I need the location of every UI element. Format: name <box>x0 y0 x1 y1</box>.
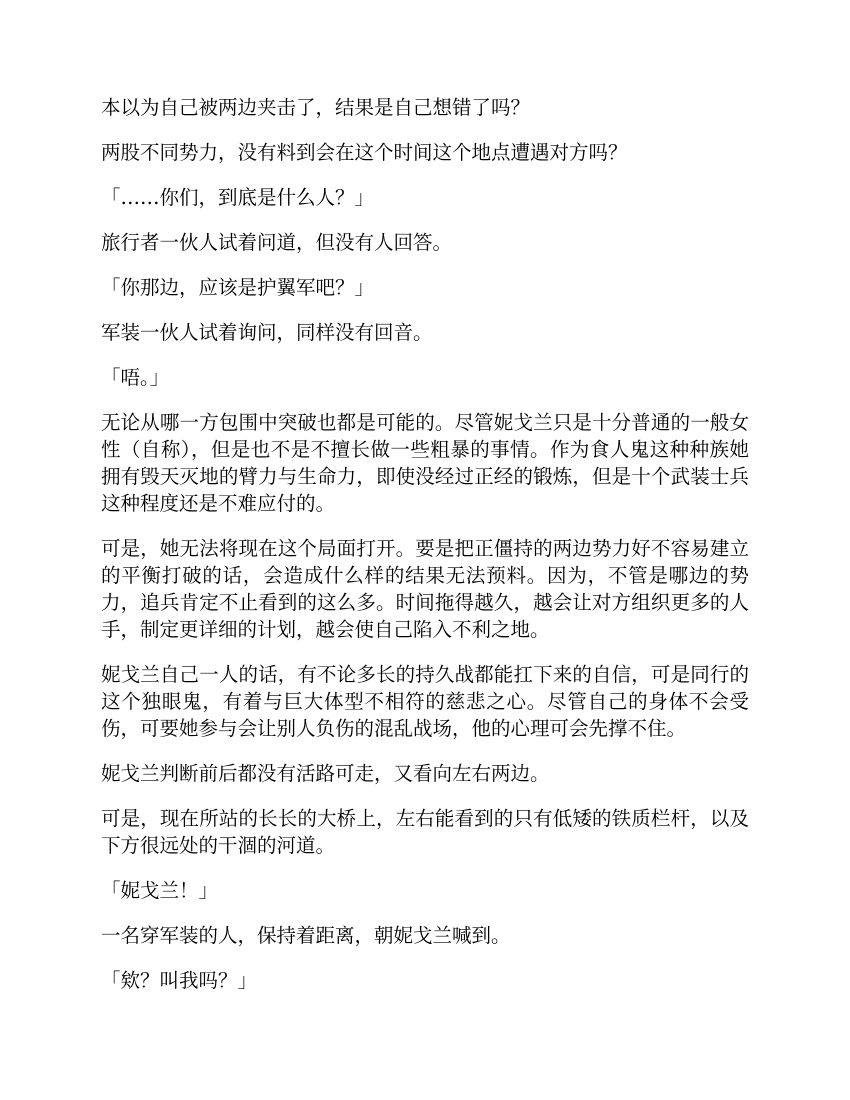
narration-paragraph: 旅行者一伙人试着问道，但没有人回答。 <box>101 231 453 254</box>
narration-paragraph: 一名穿军装的人，保持着距离，朝妮戈兰喊到。 <box>101 924 511 947</box>
narration-paragraph: 可是，现在所站的长长的大桥上，左右能看到的只有低矮的铁质栏杆，以及下方很远处的干涸的河道。 <box>101 807 749 857</box>
narration-paragraph: 可是，她无法将现在这个局面打开。要是把正僵持的两边势力好不容易建立的平衡打破的话，会造成什么样的结果无法预料。因为，不管是哪边的势力，追兵肯定不止看到的这么多。时间拖得越久，越会让对方组织更多的人手，制定更详细的计划，越会使自己陷入不利之地。 <box>101 537 749 641</box>
dialogue-line: 「唔。」 <box>101 366 170 389</box>
narration-paragraph: 妮戈兰自己一人的话，有不论多长的持久战都能扛下来的自信，可是同行的这个独眼鬼，有着与巨大体型不相符的慈悲之心。尽管自己的身体不会受伤，可要她参与会让别人负伤的混乱战场，他的心理可会先撑不住。 <box>101 663 749 740</box>
narration-paragraph: 本以为自己被两边夹击了，结果是自己想错了吗？ <box>101 96 531 119</box>
narration-paragraph: 无论从哪一方包围中突破也都是可能的。尽管妮戈兰只是十分普通的一般女性（自称），但是也不是不擅长做一些粗暴的事情。作为食人鬼这种种族她拥有毁天灭地的臂力与生命力，即使没经过正经的锻炼，但是十个武装士兵这种程度还是不难应付的。 <box>101 411 749 515</box>
dialogue-line: 「你那边，应该是护翼军吧？」 <box>101 276 375 299</box>
narration-paragraph: 军装一伙人试着询问，同样没有回音。 <box>101 321 433 344</box>
dialogue-line: 「欸？叫我吗？」 <box>101 969 258 992</box>
document-page <box>101 94 749 1012</box>
dialogue-line: 「妮戈兰！」 <box>101 879 219 902</box>
dialogue-line: 「……你们，到底是什么人？」 <box>101 186 375 209</box>
narration-paragraph: 两股不同势力，没有料到会在这个时间这个地点遭遇对方吗？ <box>101 141 628 164</box>
narration-paragraph: 妮戈兰判断前后都没有活路可走，又看向左右两边。 <box>101 762 550 785</box>
